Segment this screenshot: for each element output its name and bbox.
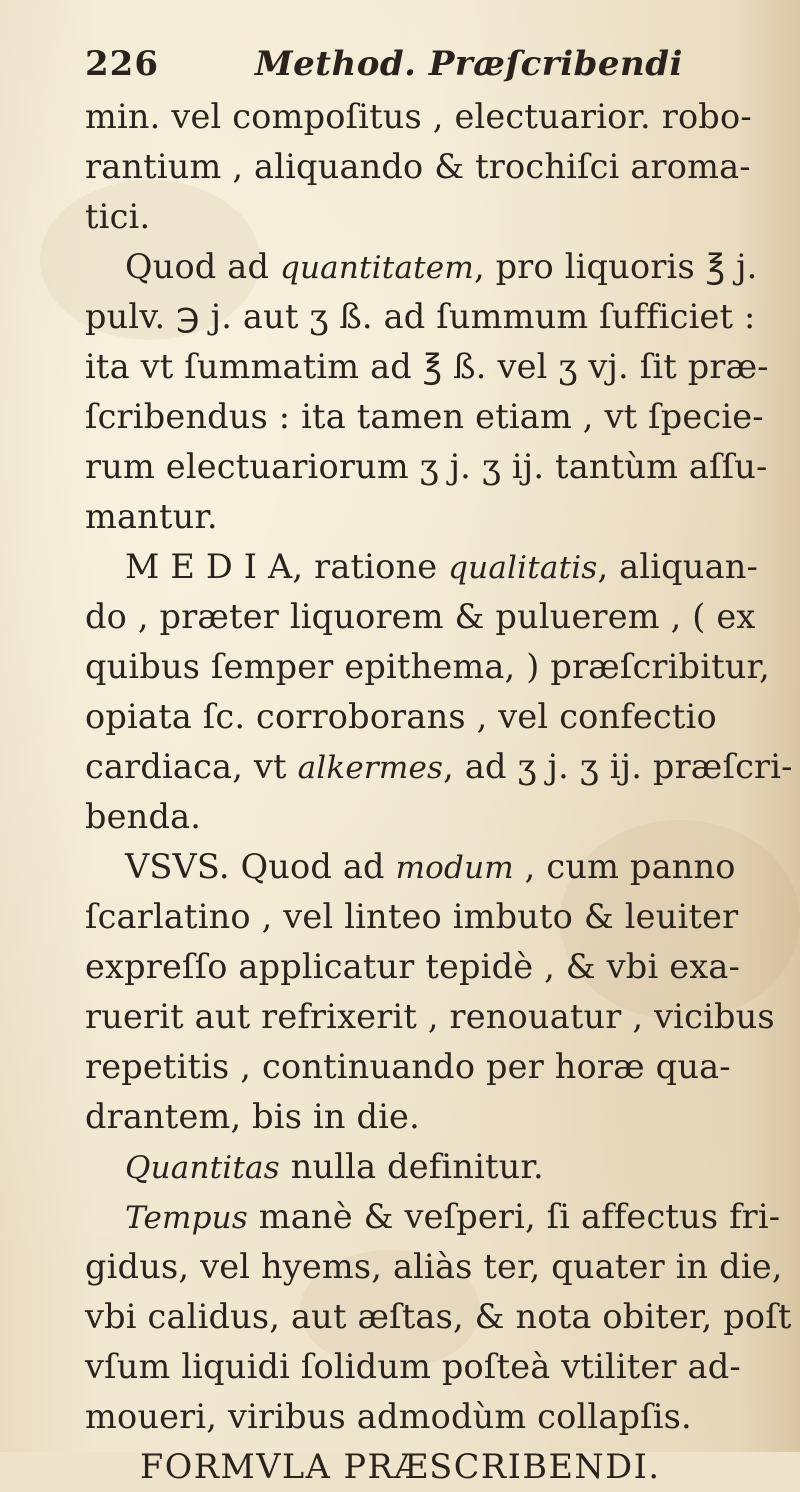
text-line: Quantitas nulla definitur.	[125, 1147, 544, 1186]
text-line: tici.	[85, 197, 151, 236]
text-line: VSVS. Quod ad modum , cum panno	[125, 847, 736, 886]
text-line: benda.	[85, 797, 202, 836]
italic-term: quantitatem	[279, 250, 474, 286]
text-line: moueri, viribus admodùm collapſis.	[85, 1397, 692, 1436]
text-line: rantium , aliquando & trochiſci aroma-	[85, 147, 751, 186]
text-line: min. vel compoſitus , electuarior. robo-	[85, 97, 752, 136]
text-line: opiata ſc. corroborans , vel confectio	[85, 697, 717, 736]
italic-term: Tempus	[125, 1200, 248, 1236]
italic-term: qualitatis	[448, 550, 598, 586]
text-line: gidus, vel hyems, aliàs ter, quater in die,	[85, 1247, 783, 1286]
text-line: Quod ad quantitatem, pro liquoris ℥ j.	[125, 247, 758, 286]
page-header	[85, 38, 725, 90]
text-line: vſum liquidi ſolidum poſteà vtiliter ad-	[85, 1347, 741, 1386]
italic-term: Quantitas	[125, 1150, 280, 1186]
text-line: ruerit aut refrixerit , renouatur , vicibus	[85, 997, 775, 1036]
italic-term: alkermes	[297, 750, 444, 786]
text-line: repetitis , continuando per horæ qua-	[85, 1047, 731, 1086]
text-line: M E D I A, ratione qualitatis, aliquan-	[125, 547, 759, 586]
text-line: mantur.	[85, 497, 218, 536]
text-line: pulv. ℈ j. aut ʒ ß. ad ſummum ſufficiet :	[85, 297, 756, 336]
section-heading: FORMVLA PRÆSCRIBENDI.	[140, 1447, 661, 1486]
text-line: vbi calidus, aut æſtas, & nota obiter, poſt	[85, 1297, 792, 1336]
text-line: cardiaca, vt alkermes, ad ʒ j. ʒ ij. præſcri-	[85, 747, 793, 786]
text-line: ſcarlatino , vel linteo imbuto & leuiter	[85, 897, 739, 936]
body-text	[85, 92, 793, 1492]
text-line: ſcribendus : ita tamen etiam , vt ſpecie-	[85, 397, 764, 436]
text-line: do , præter liquorem & puluerem , ( ex	[85, 597, 756, 636]
text-line: Tempus manè & veſperi, ſi affectus fri-	[125, 1197, 781, 1236]
page-number: 226	[85, 44, 159, 84]
text-line: ita vt ſummatim ad ℥ ß. vel ʒ vj. ſit præ-	[85, 347, 769, 386]
text-line: expreſſo applicatur tepidè , & vbi exa-	[85, 947, 741, 986]
text-line: rum electuariorum ʒ j. ʒ ij. tantùm aſſu-	[85, 447, 768, 486]
text-line: quibus ſemper epithema, ) præſcribitur,	[85, 647, 770, 686]
italic-term: modum	[395, 850, 514, 886]
running-title: Method. Præſcribendi	[255, 44, 683, 84]
text-line: drantem, bis in die.	[85, 1097, 420, 1136]
